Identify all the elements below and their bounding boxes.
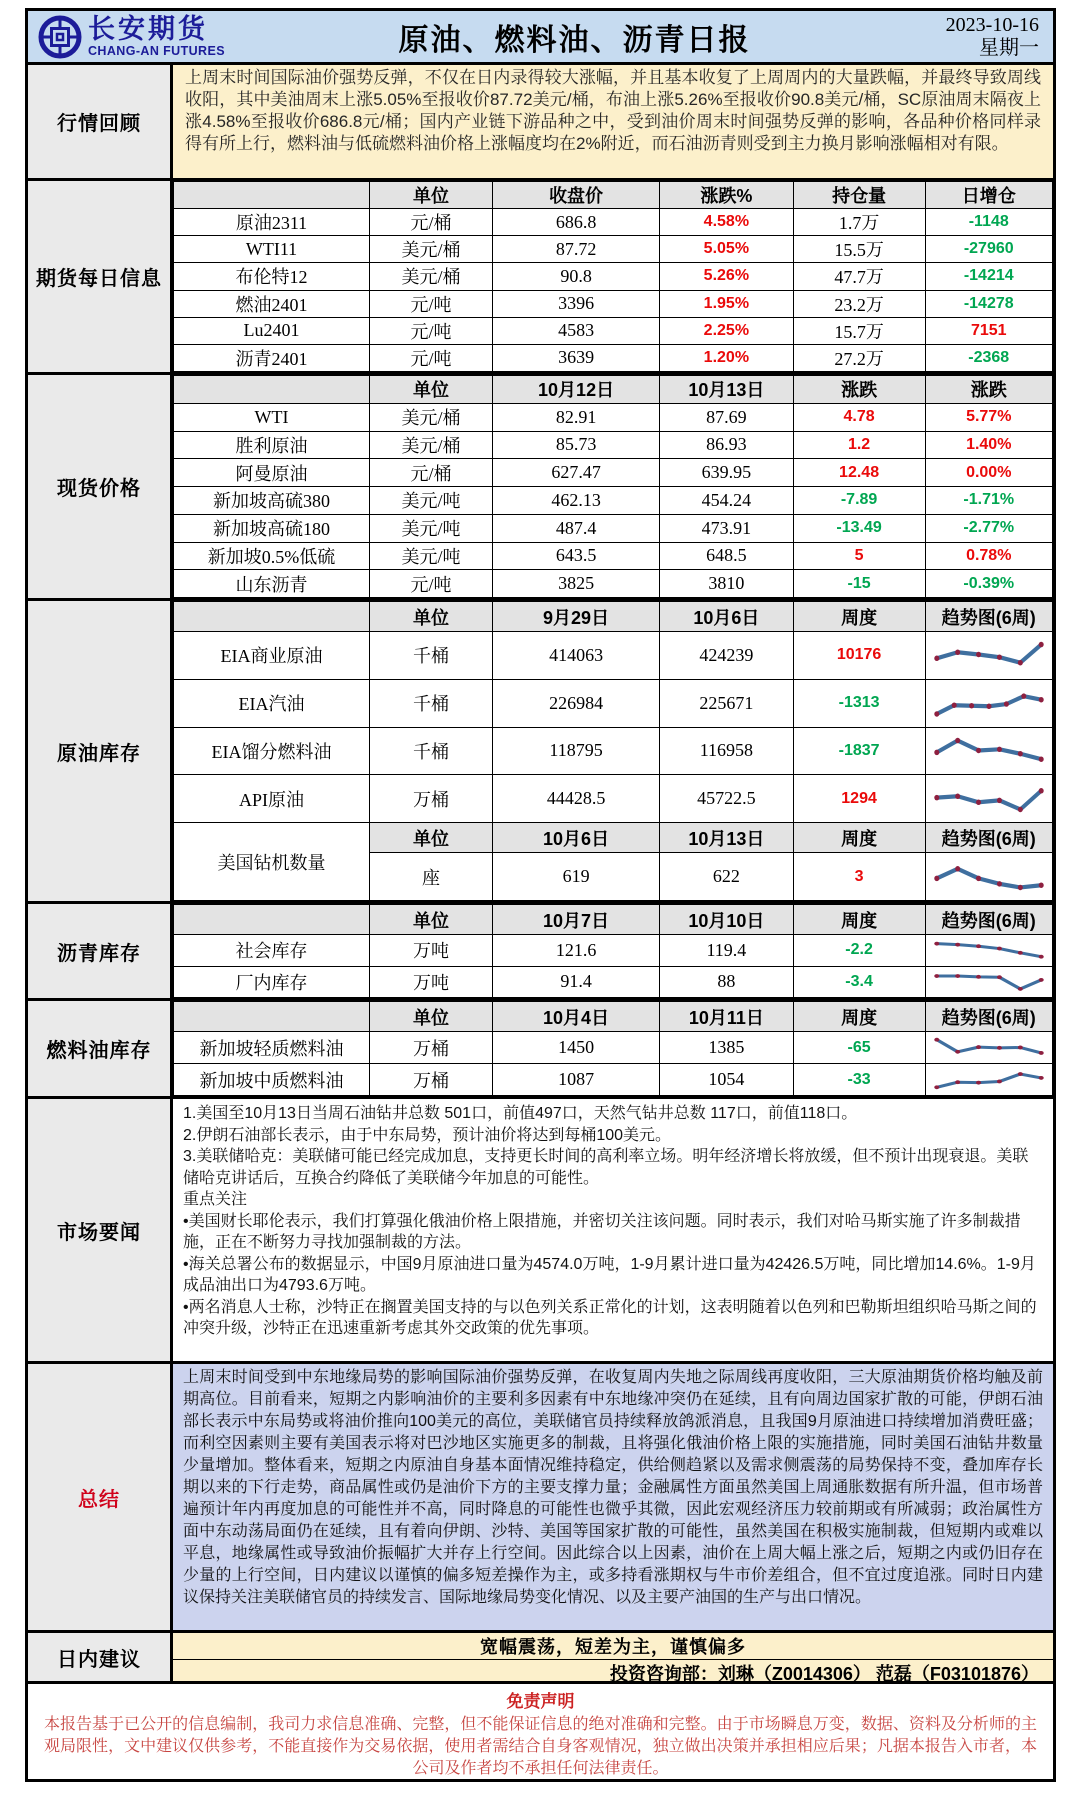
table-row [174,775,1053,823]
table-header-cell: 10月6日 [493,823,660,853]
table-header-row [174,182,1053,209]
trend-cell [925,1064,1053,1096]
table-cell: 阿曼原油 [174,459,370,487]
news-focus-item: •两名消息人士称，沙特正在搁置美国支持的与以色列关系正常化的计划，这表明随着以色列和巴勒斯坦组织哈马斯之间的冲突升级，沙特正在迅速重新考虑其外交政策的优先事项。 [183,1298,1037,1337]
section-market-news [28,1096,1053,1361]
daily-report-document [25,8,1056,1782]
table-header-cell: 涨跌 [925,376,1053,404]
section-label: 沥青库存 [28,904,173,998]
table-header-cell: 单位 [370,823,493,853]
table-cell: 沥青2401 [174,344,370,371]
table-cell: -7.89 [793,487,925,515]
trend-cell [925,679,1053,727]
trend-sparkline-chart [931,780,1047,818]
table-cell: 91.4 [493,966,660,998]
table-header-cell: 收盘价 [493,182,660,209]
table-cell: 648.5 [660,542,794,570]
table-cell: 1385 [660,1032,794,1064]
disclaimer-text: 本报告基于已公开的信息编制，我司力求信息准确、完整，但不能保证信息的绝对准确和完整。由于市场瞬息万变，数据、资料及分析师的主观局限性，文中建议仅供参考，不能直接作为交易依据，使用者需结合自身客观情况，独立做出决策并承担相应后果；凡据本报告入市者，本公司及作者均不承担任何法律责任。 [44,1716,1037,1777]
table-cell: 新加坡中质燃料油 [174,1064,370,1096]
table-cell: 1.7万 [793,209,925,236]
table-cell: 5.05% [660,236,794,263]
table-cell: 3810 [660,570,794,598]
table-cell: 元/吨 [370,290,493,317]
table-cell: 社会库存 [174,935,370,967]
section-asphalt-inventory [28,901,1053,998]
table-cell: 225671 [660,679,794,727]
table-cell: -27960 [925,236,1053,263]
table-header-cell [174,1002,370,1032]
table-cell: 27.2万 [793,344,925,371]
trend-sparkline-chart [931,937,1047,964]
table-cell: 新加坡高硫180 [174,514,370,542]
trend-cell [925,966,1053,998]
table-header-cell: 10月11日 [660,1002,794,1032]
table-cell: -15 [793,570,925,598]
table-cell: 86.93 [660,431,794,459]
news-item: 1.美国至10月13日当周石油钻井总数 501口，前值497口，天然气钻井总数 117口，前值118口。 [183,1105,858,1122]
advice-container [173,1633,1053,1684]
news-focus-item: •海关总署公布的数据显示，中国9月原油进口量为4574.0万吨，1-9月累计进口量为42426.5万吨，同比增加14.6%。1-9月成品油出口为4793.6万吨。 [183,1255,1036,1294]
table-header-row [174,823,1053,853]
table-cell: 美元/吨 [370,542,493,570]
table-header-cell: 10月4日 [493,1002,660,1032]
market-news-text [173,1099,1053,1361]
section-market-review [28,62,1053,178]
table-header-cell: 周度 [793,1002,925,1032]
table-cell: 90.8 [493,263,660,290]
table-header-row [174,905,1053,935]
table-cell: WTI [174,403,370,431]
section-label: 行情回顾 [28,65,173,178]
table-cell: 美元/吨 [370,514,493,542]
section-disclaimer [28,1681,1053,1779]
table-header-cell: 趋势图(6周) [925,905,1053,935]
table-cell: 10176 [793,632,925,680]
table-cell: 万桶 [370,775,493,823]
trend-cell [925,632,1053,680]
table-cell: 布伦特12 [174,263,370,290]
section-fuel-oil-inventory [28,998,1053,1096]
table-row [174,236,1053,263]
table-header-cell: 趋势图(6周) [925,602,1053,632]
table-cell: 新加坡高硫380 [174,487,370,515]
report-header [28,11,1053,62]
table-cell: 119.4 [660,935,794,967]
section-label: 燃料油库存 [28,1001,173,1096]
table-row [174,1064,1053,1096]
table-cell: 千桶 [370,679,493,727]
news-focus-item: •美国财长耶伦表示，我们打算强化俄油价格上限措施，并密切关注该问题。同时表示，我们对哈马斯实施了许多制裁措施，正在不断努力寻找加强制裁的方法。 [183,1212,1021,1251]
trend-cell [925,775,1053,823]
table-row [174,459,1053,487]
table-header-cell: 9月29日 [493,602,660,632]
table-cell: 0.78% [925,542,1053,570]
table-cell: 1087 [493,1064,660,1096]
table-cell: 万吨 [370,966,493,998]
futures-table-container [173,181,1053,372]
table-cell: 元/吨 [370,344,493,371]
futures-table [173,181,1053,372]
table-cell: 元/吨 [370,570,493,598]
table-cell: 622 [660,853,794,901]
table-cell: -1837 [793,727,925,775]
section-futures-daily-info [28,178,1053,372]
trend-sparkline-chart [931,636,1047,674]
trend-cell [925,935,1053,967]
table-cell: 4.58% [660,209,794,236]
table-cell: 原油2311 [174,209,370,236]
table-cell: Lu2401 [174,317,370,344]
table-cell: 3825 [493,570,660,598]
table-row [174,514,1053,542]
table-cell: 15.7万 [793,317,925,344]
table-cell: 山东沥青 [174,570,370,598]
table-row [174,487,1053,515]
table-cell: 1.2 [793,431,925,459]
table-cell: 1.95% [660,290,794,317]
table-cell: -1313 [793,679,925,727]
table-cell: 1.40% [925,431,1053,459]
table-cell: 7151 [925,317,1053,344]
trend-cell [925,1032,1053,1064]
news-item: 3.美联储哈克：美联储可能已经完成加息，支持更长时间的高利率立场。明年经济增长将放缓，但不预计出现衰退。美联储哈克讲话后，互换合约降低了美联储今年加息的可能性。 [183,1148,1029,1187]
table-header-cell: 单位 [370,905,493,935]
table-cell: -14214 [925,263,1053,290]
table-cell: -1.71% [925,487,1053,515]
table-cell: 639.95 [660,459,794,487]
table-cell: 121.6 [493,935,660,967]
advice-text: 宽幅震荡，短差为主，谨慎偏多 [173,1633,1053,1660]
weekday-value: 星期一 [979,36,1039,59]
table-cell: EIA汽油 [174,679,370,727]
table-cell: 686.8 [493,209,660,236]
disclaimer-container [28,1684,1053,1779]
table-cell: 118795 [493,727,660,775]
table-row [174,290,1053,317]
table-cell: -2.77% [925,514,1053,542]
asphalt-inventory-table-container [173,904,1053,998]
table-cell: 473.91 [660,514,794,542]
table-header-cell: 单位 [370,1002,493,1032]
table-cell: -0.39% [925,570,1053,598]
table-cell: 454.24 [660,487,794,515]
table-cell: -65 [793,1032,925,1064]
table-cell: 美元/桶 [370,431,493,459]
table-cell: 414063 [493,632,660,680]
table-header-cell: 趋势图(6周) [925,823,1053,853]
table-cell: 85.73 [493,431,660,459]
section-label: 原油库存 [28,601,173,901]
table-header-cell: 趋势图(6周) [925,1002,1053,1032]
table-cell: API原油 [174,775,370,823]
table-cell: 116958 [660,727,794,775]
table-row [174,966,1053,998]
trend-sparkline-chart [931,968,1047,995]
table-cell: -2.2 [793,935,925,967]
spot-table-container [173,375,1053,598]
company-logo [28,15,306,59]
table-cell: 424239 [660,632,794,680]
company-name-cn: 长安期货 [88,13,208,44]
table-header-cell: 单位 [370,376,493,404]
trend-sparkline-chart [931,1066,1047,1093]
table-row [174,317,1053,344]
trend-sparkline-chart [931,858,1047,896]
news-focus-title: 重点关注 [183,1191,248,1208]
table-cell: 新加坡轻质燃料油 [174,1032,370,1064]
table-cell: 千桶 [370,632,493,680]
table-header-cell: 周度 [793,905,925,935]
table-cell: 千桶 [370,727,493,775]
table-header-cell: 周度 [793,602,925,632]
table-cell: 1054 [660,1064,794,1096]
table-cell: 元/桶 [370,459,493,487]
table-cell: 3 [793,853,925,901]
table-cell: 619 [493,853,660,901]
table-cell: 5.77% [925,403,1053,431]
table-cell: EIA馏分燃料油 [174,727,370,775]
table-header-cell: 10月13日 [660,823,794,853]
table-cell: 3396 [493,290,660,317]
table-cell: 胜利原油 [174,431,370,459]
summary-text: 上周末时间受到中东地缘局势的影响国际油价强势反弹，在收复周内失地之际周线再度收阳，三大原油期货价格均触及前期高位。目前看来，短期之内影响油价的主要利多因素有中东地缘冲突仍在延续，且有向周边国家扩散的可能，伊朗石油部长表示中东局势或将油价推向100美元的高位，美联储官员持续释放鸽派消息，且我国9月原油进口持续增加消费旺盛；而利空因素则主要有美国表示将对巴沙地区实施更多的制裁，且将强化俄油价格上限的实施措施，同时美国石油钻井数量少量增加。整体看来，短期之内原油自身基本面情况维持稳定，供给侧趋紧以及需求侧震荡的局势保持不变，叠加库存长期以来的下行走势，商品属性或仍是油价下方的主要支撑力量；金融属性方面虽然美国上周通胀数据有所升温，但市场普遍预计年内再度加息的可能性并不高，同时降息的可能性也微乎其微，因此宏观经济压力较前期或有所减弱；政治属性方面中东动荡局面仍在延续，且有着向伊朗、沙特、美国等国家扩散的可能性，虽然美国在积极实施制裁，但短期内或难以平息，地缘属性或导致油价振幅扩大并存上行空间。因此综合以上因素，油价在上周大幅上涨之后，短期之内或仍旧存在少量的上行空间，日内建议以谨慎的偏多短差操作为主，或多持看涨期权与牛市价差组合，但不宜过度追涨。同时日内建议保持关注美联储官员的持续发言、国际地缘局势变化情况、以及主要产油国的生产与出口情况。 [173,1364,1053,1630]
table-row [174,431,1053,459]
table-cell: 12.48 [793,459,925,487]
disclaimer-title: 免责声明 [506,1692,575,1711]
crude-inventory-table [173,601,1053,901]
table-cell: 627.47 [493,459,660,487]
trend-sparkline-chart [931,732,1047,770]
table-header-cell: 单位 [370,182,493,209]
table-cell: 1.20% [660,344,794,371]
table-cell: 5 [793,542,925,570]
section-crude-inventory [28,598,1053,901]
table-cell: 44428.5 [493,775,660,823]
trend-cell [925,853,1053,901]
table-header-cell [174,905,370,935]
table-cell: 厂内库存 [174,966,370,998]
table-header-cell: 10月12日 [493,376,660,404]
table-cell: 87.69 [660,403,794,431]
table-cell: 元/吨 [370,317,493,344]
table-cell: 元/桶 [370,209,493,236]
table-cell: -2368 [925,344,1053,371]
crude-inventory-table-container [173,601,1053,901]
table-cell: 47.7万 [793,263,925,290]
table-cell: 万吨 [370,935,493,967]
table-row [174,632,1053,680]
trend-sparkline-chart [931,1034,1047,1061]
table-header-cell: 涨跌% [660,182,794,209]
table-cell: 4583 [493,317,660,344]
table-header-cell: 10月6日 [660,602,794,632]
section-label: 期货每日信息 [28,181,173,372]
table-cell: 2.25% [660,317,794,344]
table-header-row [174,602,1053,632]
table-cell: 87.72 [493,236,660,263]
table-cell: 643.5 [493,542,660,570]
section-intraday-advice [28,1630,1053,1684]
table-row [174,542,1053,570]
company-name-en: CHANG-AN FUTURES [88,43,225,58]
table-cell: 4.78 [793,403,925,431]
spot-price-table [173,375,1053,598]
table-cell: 15.5万 [793,236,925,263]
table-cell: 美元/桶 [370,236,493,263]
table-cell: 3639 [493,344,660,371]
table-header-cell [174,602,370,632]
table-row [174,727,1053,775]
fuel-oil-inventory-table [173,1001,1053,1096]
table-cell: 新加坡0.5%低硫 [174,542,370,570]
company-logo-icon [38,15,82,59]
table-cell: 5.26% [660,263,794,290]
table-cell: 226984 [493,679,660,727]
table-row [174,679,1053,727]
table-header-cell [174,376,370,404]
table-cell: 487.4 [493,514,660,542]
section-label: 日内建议 [28,1633,173,1681]
table-row [174,1032,1053,1064]
table-cell: 美元/吨 [370,487,493,515]
table-cell: 燃油2401 [174,290,370,317]
table-cell: 座 [370,853,493,901]
market-review-text: 上周末时间国际油价强势反弹，不仅在日内录得较大涨幅，并且基本收复了上周周内的大量跌幅，并最终导致周线收阳，其中美油周末上涨5.05%至报收价87.72美元/桶，布油上涨5.26%至报收价90.8美元/桶，SC原油周末隔夜上涨4.58%至报收价686.8元/桶；国内产业链下游品种之中，受到油价周末时间强势反弹的影响，各品种价格同样录得有所上行，燃料油与低硫燃料油价格上涨幅度均在2%附近，而石油沥青则受到主力换月影响涨幅相对有限。 [173,65,1053,178]
table-row [174,263,1053,290]
table-header-cell: 持仓量 [793,182,925,209]
table-row [174,403,1053,431]
report-date [843,14,1053,60]
advisors-text: 投资咨询部：刘琳（Z0014306） 范磊（F03101876） [609,1664,1039,1684]
table-cell: -33 [793,1064,925,1096]
table-cell: 88 [660,966,794,998]
table-cell: 万桶 [370,1064,493,1096]
section-spot-prices [28,372,1053,598]
table-cell: 462.13 [493,487,660,515]
table-cell: 0.00% [925,459,1053,487]
section-label: 现货价格 [28,375,173,598]
table-row [174,570,1053,598]
fuel-inventory-table-container [173,1001,1053,1096]
trend-sparkline-chart [931,684,1047,722]
table-cell: 1294 [793,775,925,823]
table-cell: -3.4 [793,966,925,998]
table-cell: 美元/桶 [370,263,493,290]
table-header-cell [174,182,370,209]
table-row [174,209,1053,236]
table-header-cell: 10月10日 [660,905,794,935]
table-cell: 82.91 [493,403,660,431]
asphalt-inventory-table [173,904,1053,998]
trend-cell [925,727,1053,775]
news-item: 2.伊朗石油部长表示，由于中东局势，预计油价将达到每桶100美元。 [183,1126,672,1144]
table-cell: 美元/桶 [370,403,493,431]
section-summary [28,1361,1053,1630]
table-cell: -14278 [925,290,1053,317]
table-cell: 45722.5 [660,775,794,823]
table-cell: 美国钻机数量 [174,823,370,901]
table-cell: EIA商业原油 [174,632,370,680]
report-title: 原油、燃料油、沥青日报 [398,23,751,57]
table-row [174,935,1053,967]
section-label: 市场要闻 [28,1099,173,1361]
table-row [174,344,1053,371]
table-header-cell: 周度 [793,823,925,853]
table-cell: 万桶 [370,1032,493,1064]
date-value: 2023-10-16 [945,13,1039,36]
table-header-cell: 日增仓 [925,182,1053,209]
table-cell: -13.49 [793,514,925,542]
table-header-cell: 涨跌 [793,376,925,404]
section-label: 总结 [28,1364,173,1630]
company-name [88,13,225,58]
table-cell: WTI11 [174,236,370,263]
table-header-row [174,1002,1053,1032]
table-header-cell: 10月7日 [493,905,660,935]
table-cell: -1148 [925,209,1053,236]
table-cell: 23.2万 [793,290,925,317]
table-cell: 1450 [493,1032,660,1064]
table-header-cell: 10月13日 [660,376,794,404]
table-header-row [174,376,1053,404]
table-header-cell: 单位 [370,602,493,632]
